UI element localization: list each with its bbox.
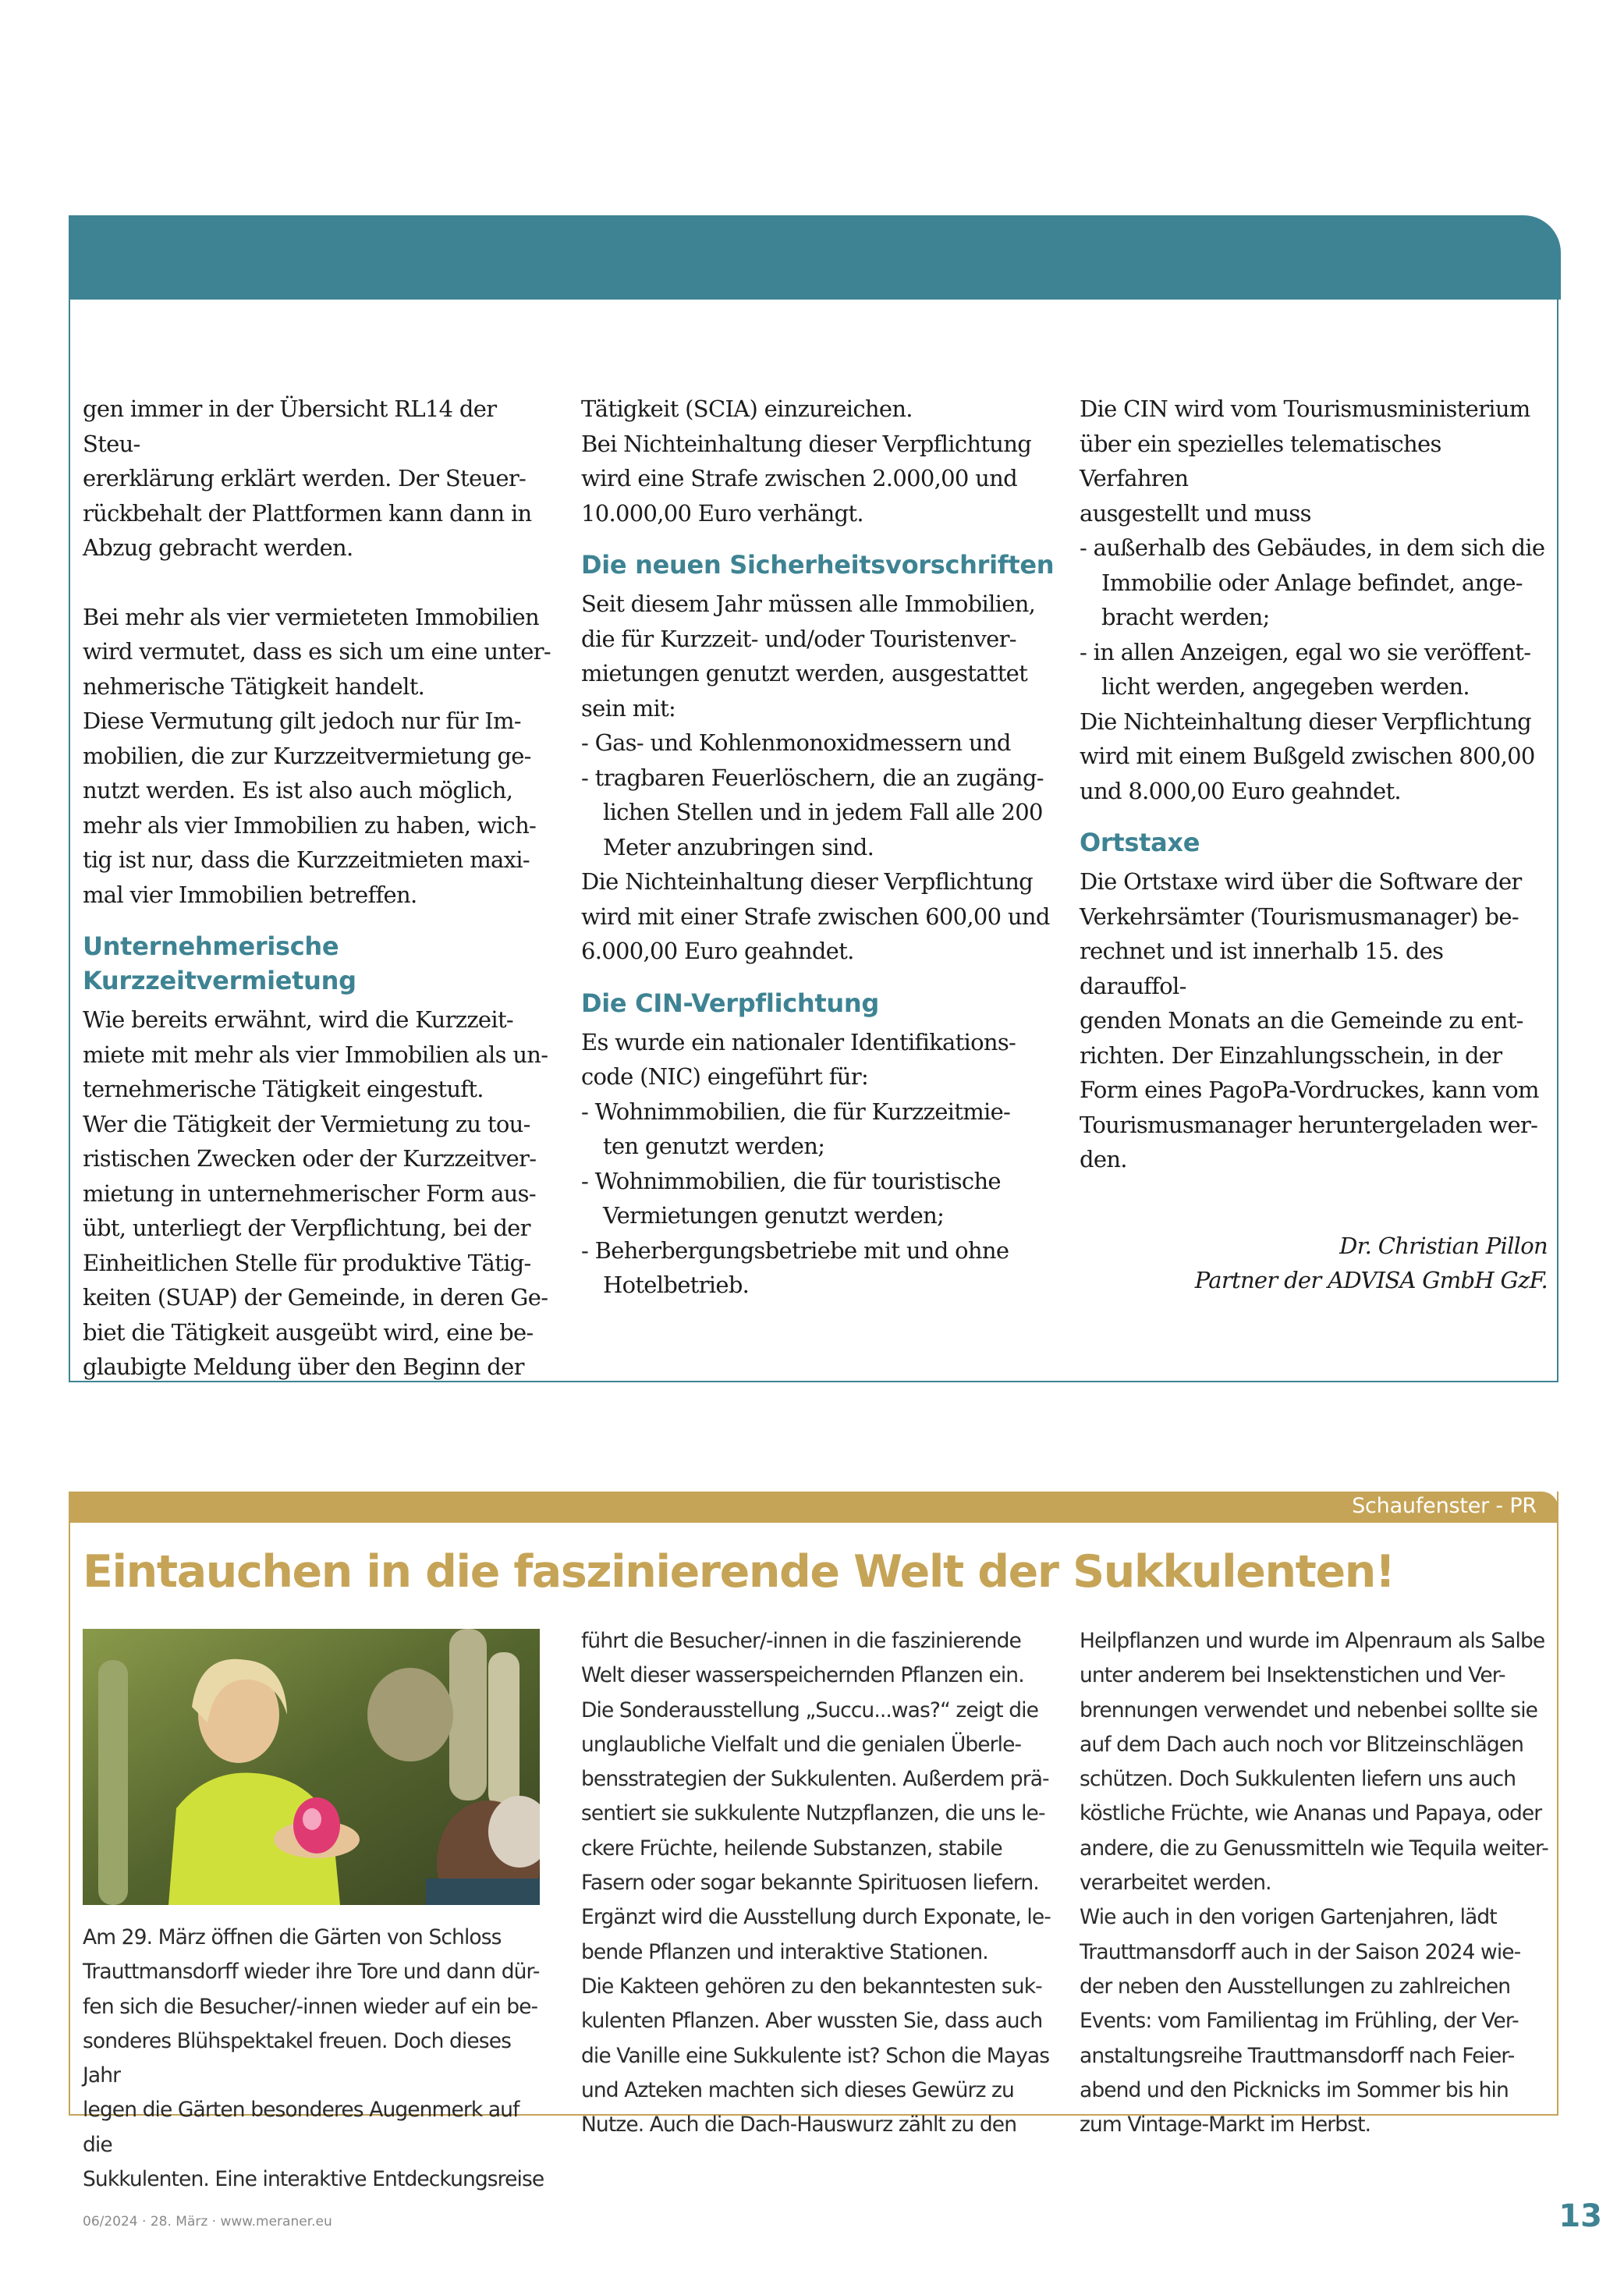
section-heading: Die neuen Sicherheitsvorschriften: [581, 550, 1055, 580]
pr-column-2: [581, 1624, 1057, 2142]
garden-photo: [83, 1629, 540, 1905]
paragraph: Am 29. März öffnen die Gärten von Schloss Trauttmansdorff wieder ihre Tore und dann dür- fen sich die Besucher/-innen wieder auf ein be- sonderes Blühspektakel freuen. Doch dieses Jahr legen die Gärten besonderes Augenmerk auf die Sukkulenten. Eine interaktive Entdeckungsreise: [83, 1925, 544, 2192]
header-band: [69, 215, 1561, 300]
pr-section-band: [69, 1492, 1558, 1523]
list-item: - tragbaren Feuerlöschern, die an zugäng- lichen Stellen und in jedem Fall alle 200 Meter anzubringen sind.: [581, 764, 1044, 860]
paragraph: Seit diesem Jahr müssen alle Immobilien, die für Kurzzeit- und/oder Touristenver- mietungen genutzt werden, ausgestattet sein mit:: [581, 591, 1036, 722]
paragraph: Bei mehr als vier vermieteten Immobilien wird vermutet, dass es sich um eine unter- nehmerische Tätigkeit handelt. Diese Vermutung gilt jedoch nur für Im- mobilien, die zur Kurzzeitvermietung ge- nutzt werden. Es ist also auch möglich, mehr als vier Immobilien zu haben, wich- tig ist nur, dass die Kurzzeitmieten maxi- mal vier Immobilien betreffen.: [83, 603, 551, 908]
paragraph: Die CIN wird vom Tourismusministerium über ein spezielles telematisches Verfahren ausgestellt und muss: [1080, 396, 1530, 527]
section-heading: Die CIN-Verpflichtung: [581, 988, 879, 1018]
article1-column-3: [1080, 392, 1548, 1298]
list-item: - Gas- und Kohlenmonoxidmessern und: [581, 729, 1011, 756]
paragraph: Tätigkeit (SCIA) einzureichen. Bei Nichteinhaltung dieser Verpflichtung wird eine Strafe zwischen 2.000,00 und 10.000,00 Euro verhängt.: [581, 396, 1032, 527]
paragraph: Die Nichteinhaltung dieser Verpflichtung wird mit einem Bußgeld zwischen 800,00 und 8.000,00 Euro geahndet.: [1080, 708, 1535, 804]
paragraph: Heilpflanzen und wurde im Alpenraum als Salbe unter anderem bei Insektenstichen und Ver- brennungen verwendet und nebenbei sollte sie auf dem Dach auch noch vor Blitzeinschlägen schützen. Doch Sukkulenten liefern uns auch köstliche Früchte, wie Ananas und Papaya, oder andere, die zu Genussmitteln wie Tequila weiter- verarbeitet werden. Wie auch in den vorigen Gartenjahren, lädt Trauttmansdorff auch in der Saison 2024 wie- der neben den Ausstellungen zu zahlreichen Events: vom Familientag im Frühling, der Ver- anstaltungsreihe Trauttmansdorff nach Feier- abend und den Picknicks im Sommer bis hin zum Vintage-Markt im Herbst.: [1080, 1629, 1548, 2137]
section-tag: Schaufenster - PR: [1352, 1494, 1537, 1518]
pr-column-1: [83, 1921, 551, 2197]
paragraph: Wie bereits erwähnt, wird die Kurzzeit- miete mit mehr als vier Immobilien als un- ternehmerische Tätigkeit eingestuft. Wer die Tätigkeit der Vermietung zu tou- ristischen Zwecken oder der Kurzzeitver- mietung in unternehmerischer Form aus- übt, unterliegt der Verpflichtung, bei der Einheitlichen Stelle für produktive Tätig- keiten (SUAP) der Gemeinde, in deren Ge- biet die Tätigkeit ausgeübt wird, eine be- glaubigte Meldung über den Beginn der: [83, 1006, 548, 1380]
author-signature: Dr. Christian Pillon Partner der ADVISA GmbH GzF.: [1194, 1232, 1548, 1293]
section-heading: Ortstaxe: [1080, 828, 1200, 857]
section-heading: Unternehmerische Kurzzeitvermietung: [83, 931, 356, 995]
paragraph: gen immer in der Übersicht RL14 der Steu- ererklärung erklärt werden. Der Steuer- rückbehalt der Plattformen kann dann in Abzug gebracht werden.: [83, 396, 532, 561]
list-item: - Wohnimmobilien, die für Kurzzeitmie- ten genutzt werden;: [581, 1098, 1011, 1159]
list-item: - in allen Anzeigen, egal wo sie veröffent- licht werden, angegeben werden.: [1080, 638, 1531, 700]
paragraph: Die Nichteinhaltung dieser Verpflichtung wird mit einer Strafe zwischen 600,00 und 6.000,00 Euro geahndet.: [581, 868, 1050, 964]
paragraph: Die Ortstaxe wird über die Software der Verkehrsämter (Tourismusmanager) be- rechnet und ist innerhalb 15. des darauffol- genden Monats an die Gemeinde zu ent- richten. Der Einzahlungsschein, in der Form eines PagoPa-Vordruckes, kann vom Tourismusmanager heruntergeladen wer- den.: [1080, 868, 1539, 1172]
article-headline: Eintauchen in die faszinierende Welt der Sukkulenten!: [83, 1546, 1395, 1598]
paragraph: Es wurde ein nationaler Identifikations- code (NIC) eingeführt für:: [581, 1028, 1016, 1090]
list-item: - Wohnimmobilien, die für touristische Vermietungen genutzt werden;: [581, 1167, 1001, 1229]
pr-column-3: [1080, 1624, 1555, 2142]
paragraph: führt die Besucher/-innen in die faszinierende Welt dieser wasserspeichernden Pflanzen ein. Die Sonderausstellung „Succu...was?“ zeigt die unglaubliche Vielfalt und die genialen Überle- bensstrategien der Sukkulenten. Außerdem prä- sentiert sie sukkulente Nutzpflanzen, die uns le- ckere Früchte, heilende Substanzen, stabile Fasern oder sogar bekannte Spirituosen liefern. Ergänzt wird die Ausstellung durch Exponate, le- bende Pflanzen und interaktive Stationen. Die Kakteen gehören zu den bekanntesten suk- kulenten Pflanzen. Aber wussten Sie, dass auch die Vanille eine Sukkulente ist? Schon die Mayas und Azteken machten sich dieses Gewürz zu Nutze. Auch die Dach-Hauswurz zählt zu den: [581, 1629, 1051, 2137]
article1-column-1: [83, 392, 551, 1385]
issue-info: 06/2024 · 28. März · www.meraner.eu: [83, 2214, 332, 2230]
article1-column-2: [581, 392, 1057, 1303]
list-item: - außerhalb des Gebäudes, in dem sich die Immobilie oder Anlage befindet, ange- bracht werden;: [1080, 534, 1545, 630]
page-number: 13: [1558, 2198, 1602, 2234]
list-item: - Beherbergungsbetriebe mit und ohne Hotelbetrieb.: [581, 1236, 1009, 1298]
